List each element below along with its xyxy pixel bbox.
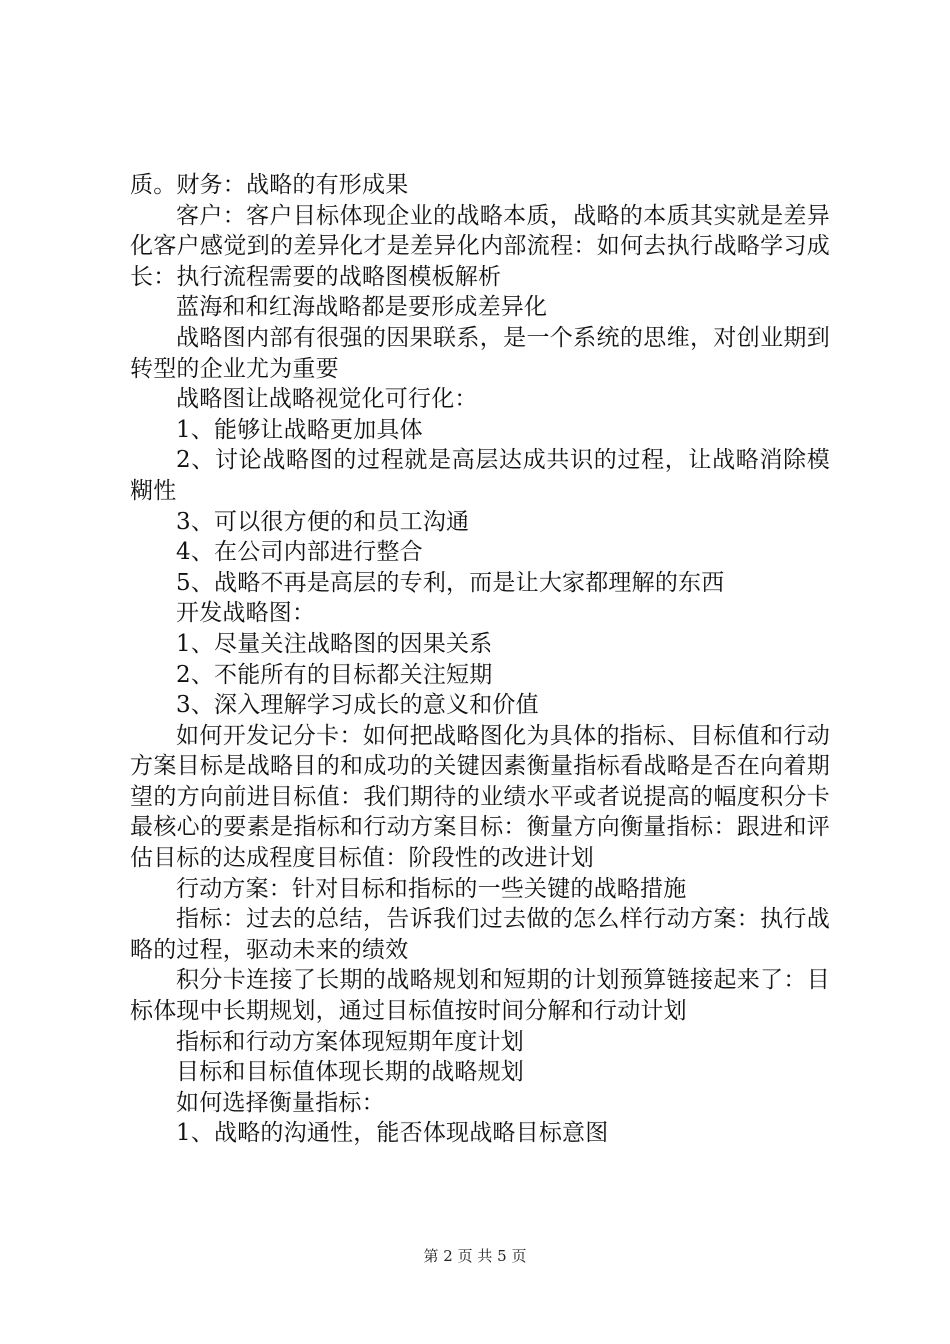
list-item: 2、不能所有的目标都关注短期 — [176, 661, 493, 688]
page-number-footer: 第 2 页 共 5 页 — [423, 1247, 527, 1265]
paragraph: 客户：客户目标体现企业的战略本质，战略的本质其实就是差异化客户感觉到的差异化才是差异化内部流程：如何去执行战略学习成长：执行流程需要的战略图模板解析 — [130, 202, 830, 290]
paragraph: 开发战略图： — [176, 600, 316, 627]
paragraph: 如何开发记分卡：如何把战略图化为具体的指标、目标值和行动方案目标是战略目的和成功的关键因素衡量指标看战略是否在向着期望的方向前进目标值：我们期待的业绩水平或者说提高的幅度积分卡最核心的要素是指标和行动方案目标：衡量方向衡量指标：跟进和评估目标的达成程度目标值：阶段性的改进计划 — [130, 722, 830, 872]
paragraph: 目标和目标值体现长期的战略规划 — [176, 1059, 524, 1086]
list-item: 1、尽量关注战略图的因果关系 — [176, 630, 493, 657]
body-text — [130, 170, 830, 1149]
list-item: 4、在公司内部进行整合 — [176, 539, 423, 566]
list-item: 1、战略的沟通性，能否体现战略目标意图 — [176, 1120, 609, 1147]
list-item: 3、可以很方便的和员工沟通 — [176, 508, 470, 535]
paragraph: 战略图内部有很强的因果联系，是一个系统的思维，对创业期到转型的企业尤为重要 — [130, 324, 830, 382]
paragraph: 指标：过去的总结，告诉我们过去做的怎么样行动方案：执行战略的过程，驱动未来的绩效 — [130, 906, 830, 963]
paragraph: 积分卡连接了长期的战略规划和短期的计划预算链接起来了：目标体现中长期规划，通过目标值按时间分解和行动计划 — [130, 967, 830, 1025]
paragraph: 蓝海和和红海战略都是要形成差异化 — [176, 294, 548, 321]
list-item: 1、能够让战略更加具体 — [176, 416, 423, 443]
paragraph: 战略图让战略视觉化可行化： — [176, 386, 478, 413]
paragraph: 如何选择衡量指标： — [176, 1089, 385, 1116]
list-item: 5、战略不再是高层的专利，而是让大家都理解的东西 — [176, 569, 725, 596]
paragraph: 质。财务：战略的有形成果 — [130, 172, 409, 198]
list-item: 3、深入理解学习成长的意义和价值 — [176, 692, 539, 719]
paragraph: 指标和行动方案体现短期年度计划 — [176, 1028, 524, 1055]
list-item: 2、讨论战略图的过程就是高层达成共识的过程，让战略消除模糊性 — [130, 447, 830, 504]
paragraph: 行动方案：针对目标和指标的一些关键的战略措施 — [176, 875, 687, 902]
